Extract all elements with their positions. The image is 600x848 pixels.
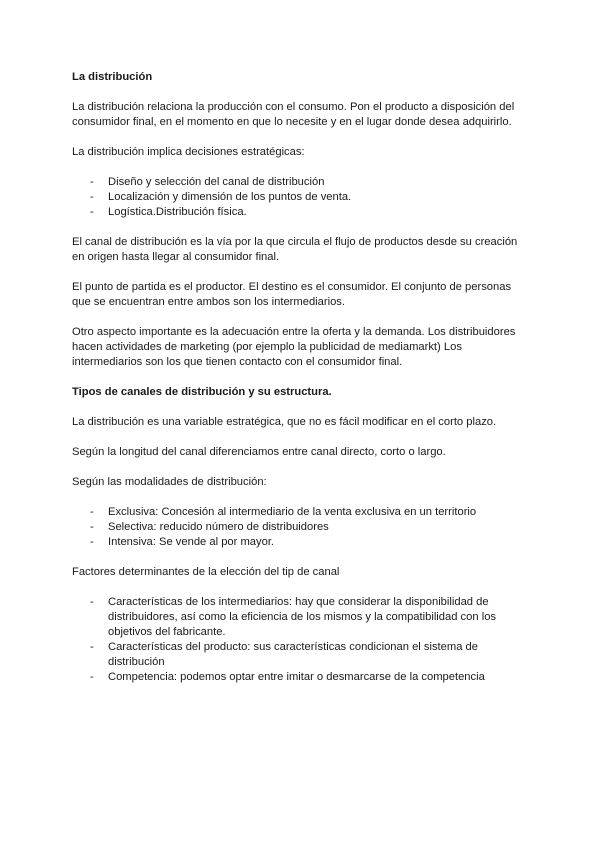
list-item: - Selectiva: reducido número de distribuidores [90, 521, 329, 533]
document-title: La distribución [72, 71, 153, 83]
list-dash: - [90, 596, 94, 608]
punto-partida-paragraph: El punto de partida es el productor. El destino es el consumidor. El conjunto de personas que se encuentran entre ambos son los intermediarios. [72, 281, 512, 308]
strategic-intro-paragraph: La distribución implica decisiones estratégicas: [72, 146, 305, 158]
intro-paragraph: La distribución relaciona la producción con el consumo. Pon el producto a disposición del consumidor final, en el momento en que lo necesite y en el lugar donde desea adquirirlo. [72, 101, 515, 128]
list-item: - Competencia: podemos optar entre imitar o desmarcarse de la competencia [90, 671, 485, 683]
list-item: - Características del producto: sus características condicionan el sistema de distribución [90, 641, 478, 668]
variable-estrategica-paragraph: La distribución es una variable estratégica, que no es fácil modificar en el corto plazo. [72, 416, 497, 428]
list-dash: - [90, 176, 94, 188]
modalidades-intro-paragraph: Según las modalidades de distribución: [72, 476, 267, 488]
list-dash: - [90, 191, 94, 203]
longitud-paragraph: Según la longitud del canal diferenciamos entre canal directo, corto o largo. [72, 446, 446, 458]
modalidades-list [72, 505, 532, 550]
list-item: - Características de los intermediarios: hay que considerar la disponibilidad de distribuidores, así como la eficiencia de los mismos y la compatibilidad con los objetivos del fabricante. [90, 596, 497, 638]
document-page [72, 70, 532, 700]
strategic-list [72, 175, 532, 220]
section-title-tipos-canales: Tipos de canales de distribución y su estructura. [72, 386, 332, 398]
list-dash: - [90, 206, 94, 218]
list-item: - Logística.Distribución física. [90, 206, 247, 218]
list-dash: - [90, 671, 94, 683]
list-item: - Diseño y selección del canal de distribución [90, 176, 325, 188]
list-item: - Exclusiva: Concesión al intermediario de la venta exclusiva en un territorio [90, 506, 477, 518]
otro-aspecto-paragraph: Otro aspecto importante es la adecuación entre la oferta y la demanda. Los distribuidores hacen actividades de marketing (por ejemplo la publicidad de mediamarkt) Los intermediarios son los que tienen contacto con el consumidor final. [72, 326, 516, 368]
list-dash: - [90, 506, 94, 518]
list-dash: - [90, 521, 94, 533]
list-item: - Localización y dimensión de los puntos de venta. [90, 191, 352, 203]
canal-definition-paragraph: El canal de distribución es la vía por la que circula el flujo de productos desde su creación en origen hasta llegar al consumidor final. [72, 236, 518, 263]
factores-list [72, 595, 532, 685]
list-dash: - [90, 536, 94, 548]
list-dash: - [90, 641, 94, 653]
factores-intro-paragraph: Factores determinantes de la elección del tip de canal [72, 566, 340, 578]
list-item: - Intensiva: Se vende al por mayor. [90, 536, 275, 548]
